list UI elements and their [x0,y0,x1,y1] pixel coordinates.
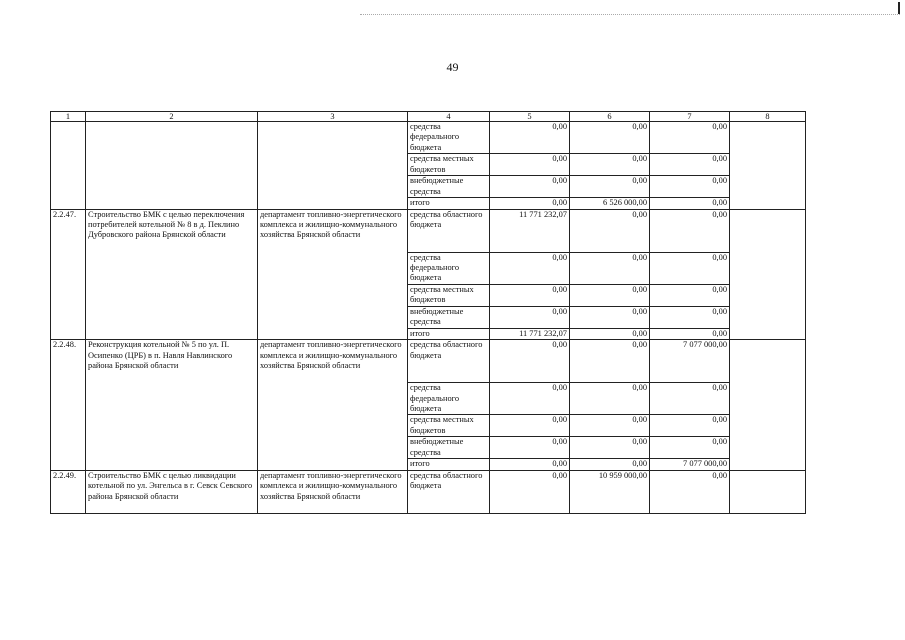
value-cell: 0,00 [490,154,570,176]
value-cell: 0,00 [650,306,730,328]
column-header: 8 [730,112,806,122]
item-name-cell [86,122,258,210]
total-value: 0,00 [570,459,650,470]
notes-cell [730,340,806,471]
table-row [51,122,806,154]
column-header: 4 [408,112,490,122]
value-cell: 0,00 [570,176,650,198]
item-code-cell: 2.2.49. [51,470,86,513]
total-label: итого [408,198,490,209]
source-label: средства областного бюджета [408,209,490,252]
table-row [51,209,806,252]
source-label: средства местных бюджетов [408,154,490,176]
notes-cell [730,122,806,210]
value-cell: 0,00 [650,383,730,415]
source-label: средства областного бюджета [408,340,490,383]
value-cell: 0,00 [650,284,730,306]
total-value: 0,00 [490,459,570,470]
total-value: 0,00 [650,198,730,209]
value-cell: 0,00 [570,122,650,154]
item-name-cell: Реконструкция котельной № 5 по ул. П. Осипенко (ЦРБ) в п. Навля Навлинского района Брянской области [86,340,258,471]
value-cell: 7 077 000,00 [650,340,730,383]
value-cell: 0,00 [650,415,730,437]
value-cell: 0,00 [490,340,570,383]
value-cell: 0,00 [490,415,570,437]
value-cell: 0,00 [570,383,650,415]
value-cell: 0,00 [490,252,570,284]
total-label: итого [408,459,490,470]
value-cell: 0,00 [570,252,650,284]
value-cell: 0,00 [490,383,570,415]
source-label: внебюджетные средства [408,176,490,198]
column-header: 7 [650,112,730,122]
value-cell: 0,00 [490,176,570,198]
total-value: 0,00 [650,328,730,339]
value-cell: 0,00 [570,306,650,328]
value-cell: 0,00 [490,437,570,459]
page-number: 49 [446,60,459,74]
column-number-row [51,112,806,122]
source-label: внебюджетные средства [408,437,490,459]
item-executor-cell: департамент топливно-энергетического комплекса и жилищно-коммунального хозяйства Брянской области [258,470,408,513]
source-label: средства федерального бюджета [408,252,490,284]
item-executor-cell [258,122,408,210]
item-executor-cell: департамент топливно-энергетического комплекса и жилищно-коммунального хозяйства Брянской области [258,209,408,340]
value-cell: 0,00 [490,122,570,154]
item-code-cell: 2.2.48. [51,340,86,471]
item-name-cell: Строительство БМК с целью переключения потребителей котельной № 8 в д. Пеклино Дубровского района Брянской области [86,209,258,340]
item-code-cell: 2.2.47. [51,209,86,340]
value-cell: 10 959 000,00 [570,470,650,513]
scan-artifact-mark [898,2,900,14]
total-value: 6 526 000,00 [570,198,650,209]
table-row [51,470,806,513]
column-header: 2 [86,112,258,122]
value-cell: 0,00 [570,437,650,459]
value-cell: 0,00 [650,176,730,198]
value-cell: 0,00 [570,284,650,306]
item-code-cell [51,122,86,210]
total-value: 0,00 [490,198,570,209]
source-label: средства местных бюджетов [408,415,490,437]
value-cell: 0,00 [650,154,730,176]
value-cell: 11 771 232,07 [490,209,570,252]
total-value: 11 771 232,07 [490,328,570,339]
value-cell: 0,00 [650,209,730,252]
notes-cell [730,470,806,513]
value-cell: 0,00 [570,154,650,176]
source-label: внебюджетные средства [408,306,490,328]
value-cell: 0,00 [650,470,730,513]
item-name-cell: Строительство БМК с целью ликвидации котельной по ул. Энгельса в г. Севск Севского района Брянской области [86,470,258,513]
column-header: 5 [490,112,570,122]
value-cell: 0,00 [490,470,570,513]
value-cell: 0,00 [570,340,650,383]
notes-cell [730,209,806,340]
source-label: средства федерального бюджета [408,122,490,154]
scan-artifact-line [360,14,900,15]
source-label: средства областного бюджета [408,470,490,513]
total-value: 0,00 [570,328,650,339]
value-cell: 0,00 [650,122,730,154]
value-cell: 0,00 [490,306,570,328]
column-header: 6 [570,112,650,122]
column-header: 3 [258,112,408,122]
total-label: итого [408,328,490,339]
source-label: средства федерального бюджета [408,383,490,415]
value-cell: 0,00 [650,252,730,284]
value-cell: 0,00 [650,437,730,459]
item-executor-cell: департамент топливно-энергетического комплекса и жилищно-коммунального хозяйства Брянской области [258,340,408,471]
value-cell: 0,00 [490,284,570,306]
column-header: 1 [51,112,86,122]
table-row [51,340,806,383]
value-cell: 0,00 [570,209,650,252]
source-label: средства местных бюджетов [408,284,490,306]
value-cell: 0,00 [570,415,650,437]
budget-table [50,111,806,514]
total-value: 7 077 000,00 [650,459,730,470]
